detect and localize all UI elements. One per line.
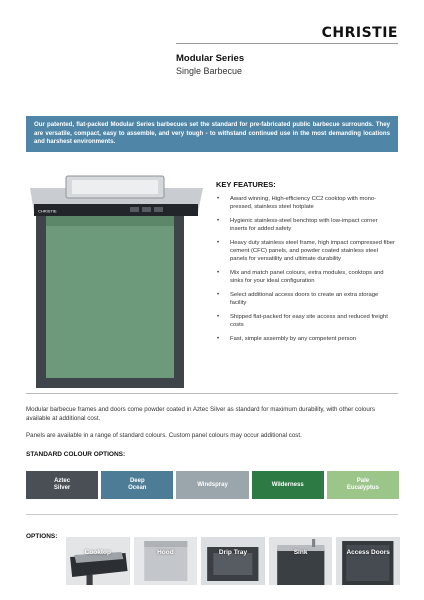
frames-paragraph: Modular barbecue frames and doors come powder coated in Aztec Silver as standard for maximum durability, with other colours available at additional cost. [26,406,375,422]
swatch-windspray: Windspray [176,471,248,499]
page-subtitle: Single Barbecue [176,66,243,76]
key-features-list [216,195,396,349]
swatch-deep-ocean: Deep Ocean [101,471,173,499]
options-divider [26,514,398,515]
feature-item: • Heavy duty stainless steel frame, high impact compressed fiber cement (CFC) panels, and powder coated stainless steel panels for versatility and ultimate durability [217,240,396,262]
option-access-doors [336,537,400,585]
frame-bottom [36,378,184,388]
brand-logo: CHRISTIE [321,25,398,41]
feature-item: • Award winning, High-efficiency CC2 cooktop with mono-pressed, stainless steel hotplate [217,196,377,210]
page-title: Modular Series [176,53,245,64]
option-drip-tray [201,537,265,585]
option-label-drip-tray: Drip Tray [218,549,248,556]
option-cooktop [66,537,130,585]
panels-paragraph: Panels are available in a range of standard colours. Custom panel colours may occur additional cost. [26,432,302,439]
option-label-hood: Hood [157,549,174,556]
feature-item: • Mix and match panel colours, extra modules, cooktops and sinks for your ideal configuration [217,270,384,284]
panel-shade [46,216,174,226]
frame-right [174,214,184,388]
barbecue-product-image [28,174,205,388]
option-label-access-doors: Access Doors [346,549,390,556]
options-gallery [66,537,400,585]
drip-tray-image [201,537,265,585]
key-features-title: KEY FEATURES: [216,180,276,189]
option-hood [134,537,198,585]
option-sink [269,537,333,585]
intro-banner [26,116,398,152]
option-label-sink: Sink [293,549,308,556]
section-divider [26,393,398,394]
product-badge: CHRISTIE [38,208,57,214]
colour-swatches [26,471,399,499]
control-button-2 [142,207,151,212]
swatch-wilderness: Wilderness [252,471,324,499]
hood-image [134,537,198,585]
feature-item: • Hygienic stainless-steel benchtop with low-impact corner inserts for added safety [217,218,378,232]
header-divider [176,43,398,44]
cooktop-image [66,537,130,585]
green-panel [46,216,174,378]
swatch-pale-eucalyptus: Pale Eucalyptus [327,471,399,499]
feature-item: • Shipped flat-packed for easy site access and reduced freight costs [217,314,388,328]
control-button-3 [154,207,163,212]
control-strip [34,204,198,216]
feature-item: • Select additional access doors to create an extra storage facility [217,292,379,306]
access-doors-image [336,537,400,585]
control-button-1 [130,207,139,212]
options-title: OPTIONS: [26,533,58,540]
cooktop-plate [72,180,158,194]
sink-image [269,537,333,585]
standard-colours-title: STANDARD COLOUR OPTIONS: [26,451,126,458]
feature-item: • Fast, simple assembly by any competent person [217,336,357,342]
intro-text: Our patented, flat-packed Modular Series barbecues set the standard for pre-fabricated public barbecue surrounds. They are versatile, compact, easy to assemble, and very tough - to withstand continued use in the most demanding locations and harshest environments. [34,121,390,146]
frame-left [36,214,46,388]
option-label-cooktop: Cooktop [84,549,111,556]
swatch-aztec-silver: Aztec Silver [26,471,98,499]
